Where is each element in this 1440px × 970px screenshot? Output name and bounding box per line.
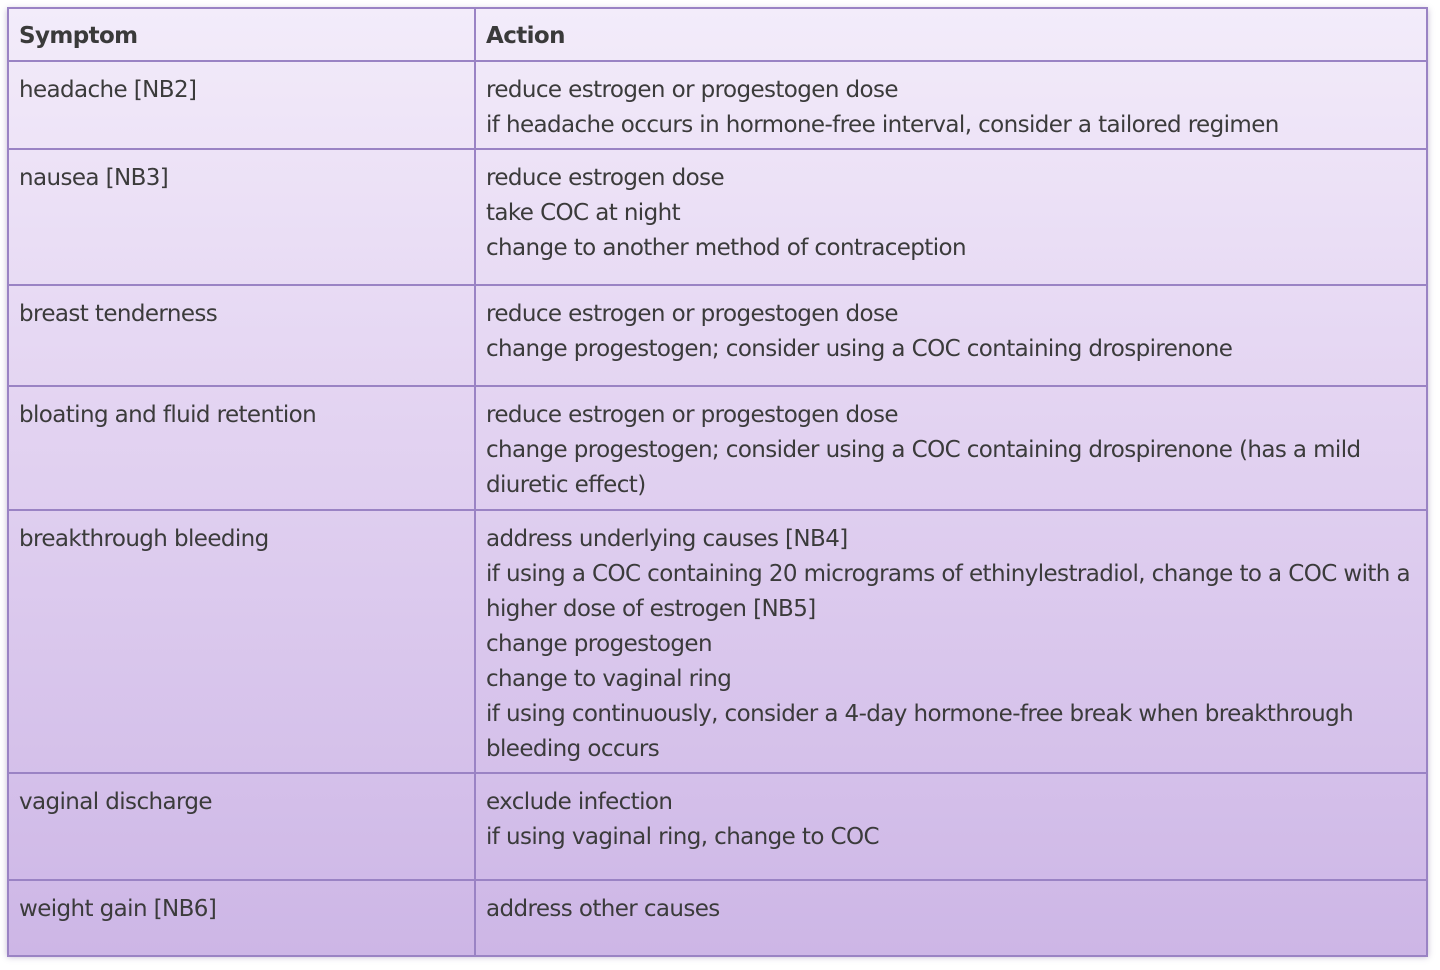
action-cell — [475, 510, 1427, 773]
symptom-cell: breakthrough bleeding — [8, 510, 475, 773]
symptom-cell: nausea [NB3] — [8, 149, 475, 285]
action-line: if using a COC containing 20 micrograms of ethinylestradiol, change to a COC with a higher dose of estrogen [NB5] — [486, 561, 1410, 622]
action-line: change to another method of contraception — [486, 235, 966, 261]
action-line: change progestogen; consider using a COC containing drospirenone — [486, 336, 1233, 362]
symptom-cell: vaginal discharge — [8, 773, 475, 880]
header-symptom: Symptom — [8, 8, 475, 61]
action-cell — [475, 773, 1427, 880]
action-line: change to vaginal ring — [486, 666, 732, 692]
action-line: reduce estrogen dose — [486, 165, 725, 191]
action-cell — [475, 285, 1427, 386]
action-cell — [475, 149, 1427, 285]
header-action: Action — [475, 8, 1427, 61]
table-header-row — [8, 8, 1427, 61]
symptom-cell: breast tenderness — [8, 285, 475, 386]
symptom-cell: bloating and fluid retention — [8, 386, 475, 510]
action-cell — [475, 386, 1427, 510]
action-line: reduce estrogen or progestogen dose — [486, 301, 898, 327]
action-line: address other causes — [486, 896, 720, 922]
table-row — [8, 285, 1427, 386]
action-line: reduce estrogen or progestogen dose — [486, 402, 898, 428]
symptom-action-table-container — [7, 7, 1428, 955]
table-row — [8, 149, 1427, 285]
symptom-cell: weight gain [NB6] — [8, 880, 475, 956]
action-cell — [475, 880, 1427, 956]
action-line: take COC at night — [486, 200, 680, 226]
table-row — [8, 510, 1427, 773]
action-line: if headache occurs in hormone-free interval, consider a tailored regimen — [486, 112, 1279, 138]
symptom-cell: headache [NB2] — [8, 61, 475, 149]
action-line: if using vaginal ring, change to COC — [486, 824, 879, 850]
action-line: if using continuously, consider a 4-day hormone-free break when breakthrough bleeding occurs — [486, 701, 1354, 762]
action-line: address underlying causes [NB4] — [486, 526, 848, 552]
action-line: exclude infection — [486, 789, 673, 815]
action-line: change progestogen; consider using a COC containing drospirenone (has a mild diuretic effect) — [486, 437, 1361, 498]
action-cell — [475, 61, 1427, 149]
action-line: reduce estrogen or progestogen dose — [486, 77, 898, 103]
table-row — [8, 880, 1427, 956]
symptom-action-table — [7, 7, 1428, 957]
action-line: change progestogen — [486, 631, 712, 657]
table-row — [8, 61, 1427, 149]
table-row — [8, 386, 1427, 510]
table-row — [8, 773, 1427, 880]
